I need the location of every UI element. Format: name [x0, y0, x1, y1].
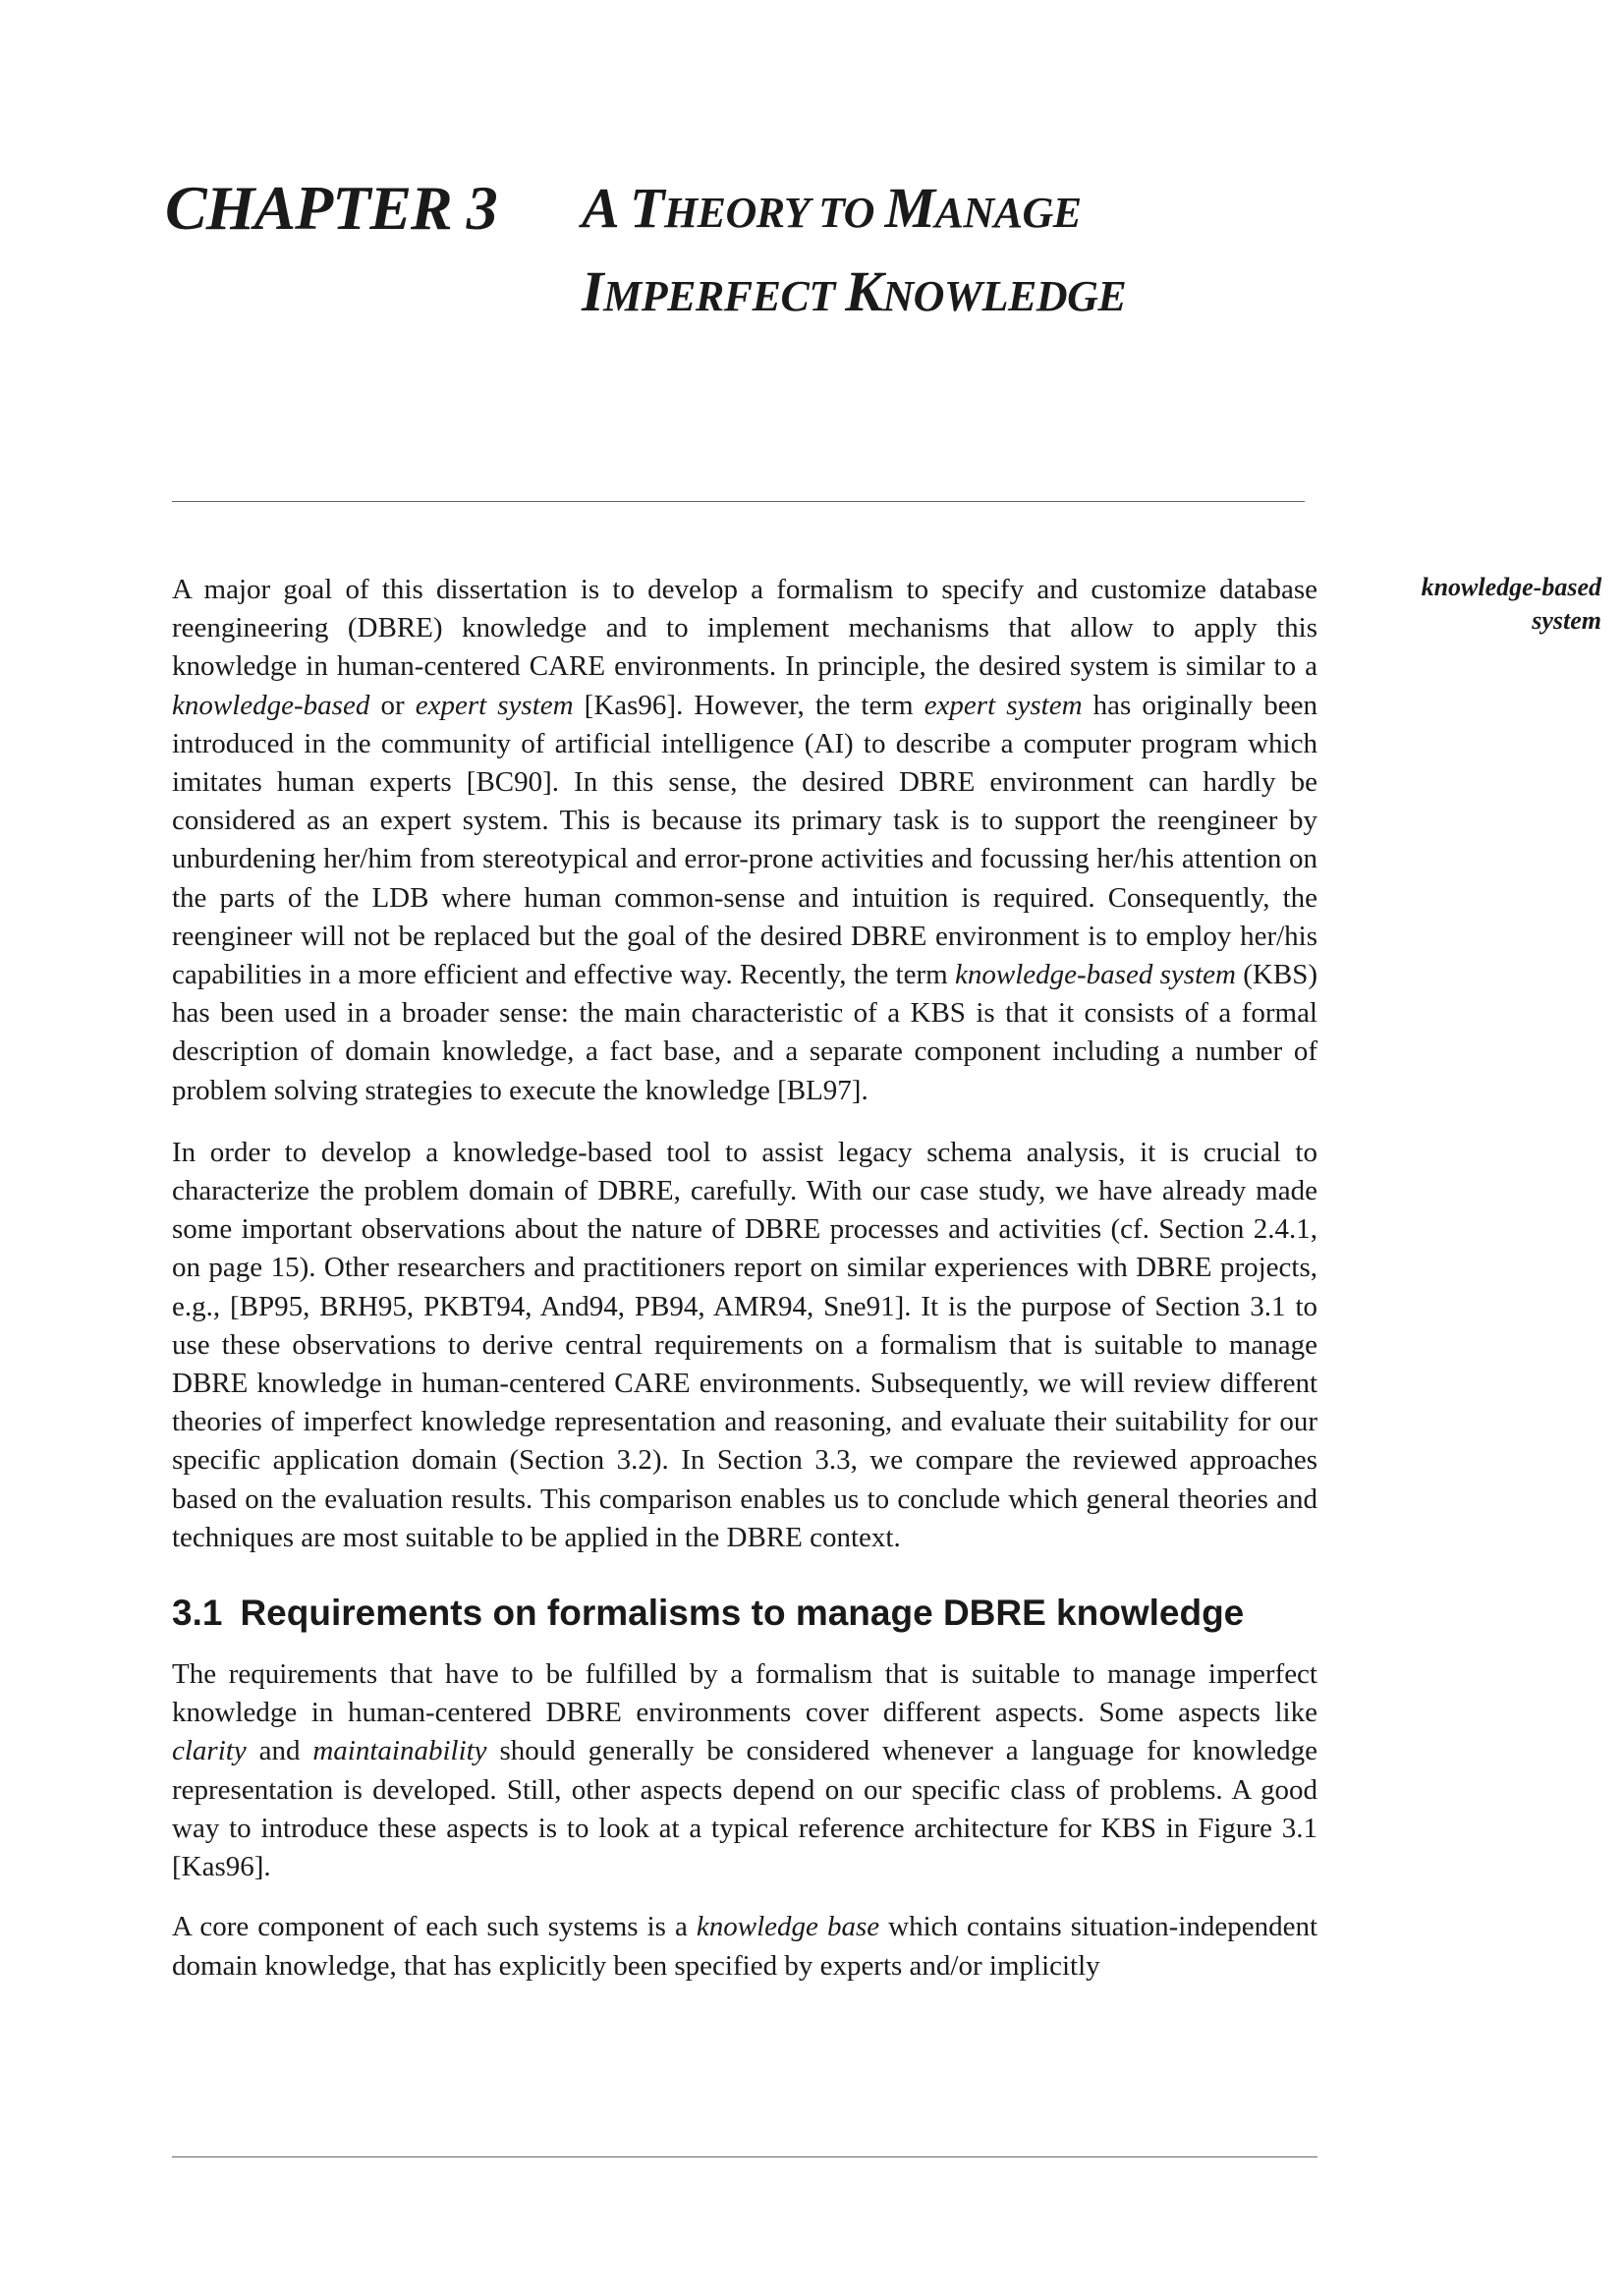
paragraph-1 [172, 571, 1317, 1110]
text-run: The requirements that have to be fulfilled by a formalism that is suitable to manage imperfect knowledge in human-centered DBRE environments cover different aspects. Some aspects like [172, 1658, 1317, 1729]
bottom-divider [172, 2156, 1317, 2157]
emphasis-term: clarity [172, 1735, 247, 1767]
chapter-label: CHAPTER 3 [165, 173, 497, 243]
section-title: Requirements on formalisms to manage DBRE knowledge [240, 1593, 1245, 1634]
emphasis-term: expert system [415, 689, 574, 721]
text-run: A core component of each such systems is a [172, 1911, 697, 1943]
text-run: or [369, 689, 416, 721]
chapter-title-line-2: IMPERFECT KNOWLEDGE [582, 259, 1127, 323]
margin-note-line-2: system [1532, 606, 1601, 635]
text-run: should generally be considered whenever a language for knowledge representation is developed. Still, other aspects depend on our specific class of problems. A good way to introduce these aspects is to look at a typical reference architecture for KBS in Figure 3.1 [Kas96]. [172, 1735, 1318, 1883]
emphasis-term: knowledge-based [172, 689, 370, 721]
text-run: has originally been introduced in the community of artificial intelligence (AI) to describe a computer program which imitates human experts [BC90]. In this sense, the desired DBRE environment can hardly be considered as an expert system. This is because its primary task is to support the reengineer by unburdening her/him from stereotypical and error-prone activities and focussing her/his attention on the parts of the LDB where human common-sense and intuition is required. Consequently, the reengineer will not be replaced but the goal of the desired DBRE environment is to employ her/his capabilities in a more efficient and effective way. Recently, the term [172, 689, 1317, 991]
text-run: A major goal of this dissertation is to develop a formalism to specify and customize database reengineering (DBRE) knowledge and to implement mechanisms that allow to apply this knowledge in human-centered CARE environments. In principle, the desired system is similar to a [172, 574, 1317, 683]
paragraph-3 [172, 1655, 1317, 1886]
emphasis-term: knowledge base [696, 1911, 880, 1943]
paragraph-4 [172, 1908, 1317, 1985]
emphasis-term: expert system [924, 689, 1083, 721]
text-run: In order to develop a knowledge-based tool to assist legacy schema analysis, it is crucial to characterize the problem domain of DBRE, carefully. With our case study, we have already made some important observations about the nature of DBRE processes and activities (cf. Section 2.4.1, on page 15). Other researchers and practitioners report on similar experiences with DBRE projects, e.g., [BP95, BRH95, PKBT94, And94, PB94, AMR94, Sne91]. It is the purpose of Section 3.1 to use these observations to derive central requirements on a formalism that is suitable to manage DBRE knowledge in human-centered CARE environments. Subsequently, we will review different theories of imperfect knowledge representation and reasoning, and evaluate their suitability for our specific application domain (Section 3.2). In Section 3.3, we compare the reviewed approaches based on the evaluation results. This comparison enables us to conclude which general theories and techniques are most suitable to be applied in the DBRE context. [172, 1136, 1317, 1553]
top-divider [172, 501, 1305, 502]
chapter-title [582, 169, 1126, 336]
body-text [172, 571, 1317, 1986]
text-run: which contains situation-independent domain knowledge, that has explicitly been specified by experts and/or implicitly [172, 1911, 1317, 1982]
text-run: and [246, 1735, 313, 1767]
chapter-title-line-1: A THEORY TO MANAGE [582, 176, 1082, 240]
section-number: 3.1 [172, 1593, 223, 1634]
emphasis-term: maintainability [312, 1735, 487, 1767]
text-run: (KBS) has been used in a broader sense: the main characteristic of a KBS is that it consists of a formal description of domain knowledge, a fact base, and a separate component including a number of problem solving strategies to execute the knowledge [BL97]. [172, 959, 1317, 1106]
section-heading [172, 1591, 1317, 1636]
text-run: [Kas96]. However, the term [573, 689, 924, 721]
paragraph-2 [172, 1134, 1317, 1557]
margin-note [1366, 571, 1601, 638]
emphasis-term: knowledge-based system [955, 959, 1236, 991]
margin-note-line-1: knowledge-based [1421, 573, 1601, 601]
